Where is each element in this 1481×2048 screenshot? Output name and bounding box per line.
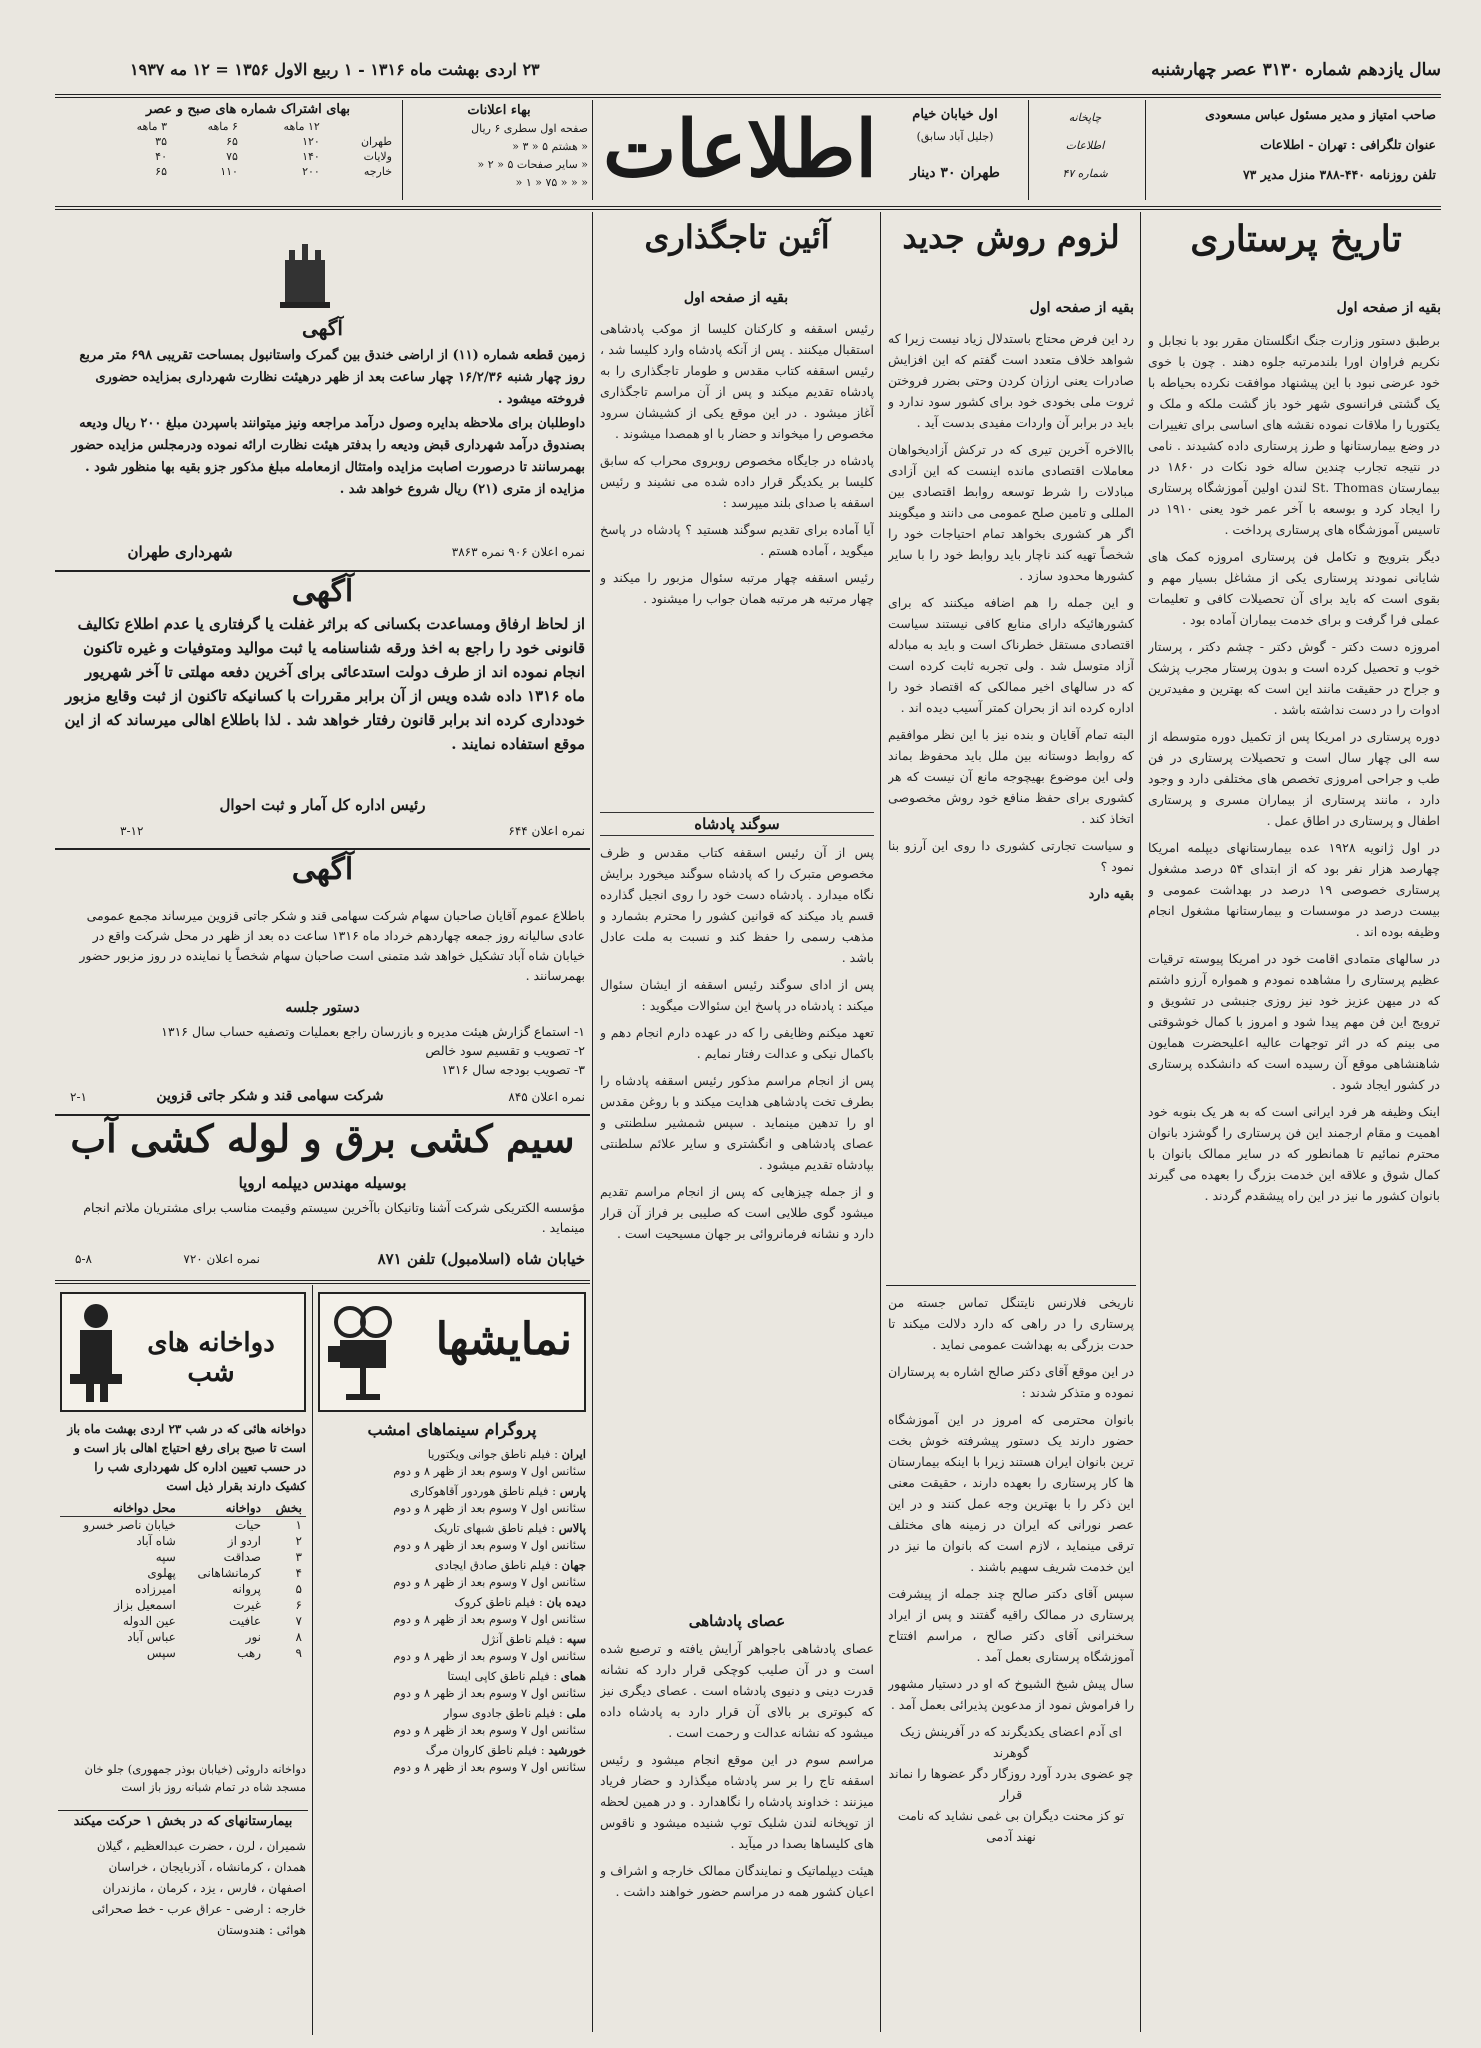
table-row: ۲ اردو از شاه آباد bbox=[136, 1534, 302, 1548]
col3-subhead: بقیه از صفحه اول bbox=[683, 290, 789, 306]
cinema-item: جهان : فیلم ناطق صادق ایجادی سئانس اول ۷ وسوم بعد از ظهر ۸ و دوم bbox=[393, 1558, 586, 1589]
masthead-rule bbox=[55, 206, 1441, 210]
ad3-title: آگهی bbox=[291, 852, 354, 887]
cinema-item: ایران : فیلم ناطق جوانی ویکتوریا سئانس اول ۷ وسوم بعد از ظهر ۸ و دوم bbox=[393, 1447, 586, 1478]
ad1-body: زمین قطعه شماره (۱۱) از اراضی خندق بین گمرک واستانبول بمساحت تقریبی ۶۹۸ متر مربع روز چهار شنبه ۱۶/۲/۳۶ چهار ساعت بعد از ظهر درهیئت نظارت شهرداری بمزایده حضوری فروخته میشود . داوطلبان برای ملاحظه بدایره وصول درآمد مراجعه ونیز میتوانند باسپردن مبلغ ۲۰۰ ریال ودیعه بصندوق درآمد شهرداری قبض ودیعه را بدفتر هیئت نظارت ارائه نموده ودرمجلس مزایده حضور بهمرسانند تا درصورت اصابت مزایده وامتثال ازمعامله مبلغ مذکور جزو بقیه بها منظور شود . مزایده از متری (۲۱) ریال شروع خواهد شد . bbox=[71, 348, 585, 497]
municipality-emblem bbox=[275, 240, 335, 310]
subscription-rates: بهای اشتراک شماره های صبح و عصر ۱۲ ماهه ۶ ماهه ۳ ماهه طهران ۱۲۰ ۶۵ ۳۵ ولایات ۱۴۰ ۷۵ ۴۰ خارجه ۲۰۰ ۱۱۰ ۶۵ bbox=[100, 102, 396, 179]
table-row: ۵ پروانه امیرزاده bbox=[135, 1582, 302, 1596]
table-row: ۷ عافیت عین الدوله bbox=[122, 1614, 302, 1628]
pharmacy-note: دواخانه داروئی (خیابان بوذر جمهوری) جلو خان مسجد شاه در تمام شبانه روز باز است bbox=[84, 1762, 306, 1794]
cinema-list bbox=[318, 1446, 586, 1779]
table-row: ۴ کرمانشاهانی پهلوی bbox=[147, 1566, 302, 1580]
ad1-title: آگهی bbox=[302, 316, 343, 340]
pharmacy-table: بخش دواخانه محل دواخانه ۱ حیات خیابان ناصر خسرو ۲ اردو از شاه آباد ۳ صداقت سپه ۴ کرمانشاهانی پهلوی ۵ پروانه امیرزاده ۶ غیرت اسمعیل بزاز ۷ عافیت عین الدوله ۸ نور عباس آباد ۹ رهب سپس bbox=[60, 1500, 306, 1661]
ads-rates: بهاء اعلانات صفحه اول سطری ۶ ریال « هشتم ۵ « ۳ « « سایر صفحات ۵ « ۲ « « « « ۷۵ « ۱ « bbox=[467, 103, 588, 189]
col1-subhead: بقیه از صفحه اول bbox=[1336, 300, 1441, 316]
cinema-item: پارس : فیلم ناطق هوردور آقاهوکاری سئانس اول ۷ وسوم بعد از ظهر ۸ و دوم bbox=[393, 1484, 586, 1515]
cinema-item: سپه : فیلم ناطق آنژل سئانس اول ۷ وسوم بعد از ظهر ۸ و دوم bbox=[393, 1632, 586, 1663]
ad3-number-left: ۲-۱ bbox=[70, 1090, 87, 1104]
ad4-title: سیم کشی برق و لوله کشی آب bbox=[70, 1116, 575, 1161]
ad3-number: نمره اعلان ۸۴۵ bbox=[508, 1090, 585, 1104]
ambulance-list: شمیران ، لرن ، حضرت عبدالعظیم ، گیلان همدان ، کرمانشاه ، آذربایجان ، خراسان اصفهان ، فارس ، یزد ، کرمان ، مازندران خارجه : ارضی - عراق عرب - خط صحرائی هوائی : هندوستان bbox=[91, 1839, 306, 1937]
projector-icon bbox=[328, 1302, 398, 1402]
ad4-number-left: ۵-۸ bbox=[75, 1252, 92, 1266]
cinema-item: خورشید : فیلم ناطق کاروان مرگ سئانس اول ۷ وسوم بعد از ظهر ۸ و دوم bbox=[393, 1743, 586, 1774]
print-stamp: چاپخانه اطلاعات شماره ۴۷ bbox=[1062, 111, 1108, 180]
col3-body-2: پس از آن رئیس اسقفه کتاب مقدس و ظرف مخصوص متبرک را که پادشاه سوگند میخورد برایش نگاه میدارد . پادشاه دست خود را روی انجیل گذارده قسم یاد میکند که قوانین کشور را محترم بشمارد و مذهب رسمی را حفظ کند و نسبت به ملت عادل باشد . پس از ادای سوگند رئیس اسقفه از ایشان سئوال میکند : پادشاه در پاسخ این سئوالات میگوید : تعهد میکنم وظایفی را که در عهده دارم انجام دهم و باکمال نیکی و عدالت رفتار نمایم . پس از انجام مراسم مذکور رئیس اسقفه پادشاه را بطرف تخت پادشاهی هدایت میکند و با روغن مقدس او را تدهین مینماید . سپس شمشیر سلطنتی و عصای پادشاهی و انگشتری و سایر علائم سلطنتی بپادشاه تقدیم میشود . و از جمله چیزهایی که پس از انجام مراسم تقدیم میشود گوی طلایی است که صلیبی بر فراز آن قرار دارد و نشانه فرمانروائی بر جهان مسیحیت است . bbox=[600, 845, 874, 1241]
cinema-item: همای : فیلم ناطق کاپی ایستا سئانس اول ۷ وسوم بعد از ظهر ۸ و دوم bbox=[393, 1669, 586, 1700]
ad2-number: نمره اعلان ۶۴۴ bbox=[508, 824, 585, 838]
ad4-sub: بوسیله مهندس دیپلمه اروپا bbox=[238, 1174, 407, 1192]
table-row: ۱ حیات خیابان ناصر خسرو bbox=[83, 1518, 302, 1532]
table-row: ۸ نور عباس آباد bbox=[127, 1630, 302, 1644]
top-strip-right: سال یازدهم شماره ۳۱۳۰ عصر چهارشنبه bbox=[1151, 60, 1441, 80]
col1-headline: تاریخ پرستاری bbox=[1190, 218, 1402, 260]
masthead-publisher: صاحب امتیاز و مدیر مسئول عباس مسعودی عنوان تلگرافی : تهران - اطلاعات تلفن روزنامه ۴۴۰-۳۸۸ منزل مدیر ۷۳ bbox=[1205, 107, 1436, 182]
masthead-address: اول خیابان خیام (جلیل آباد سابق) طهران ۳۰ دینار bbox=[910, 107, 1000, 181]
ad3-sign: شرکت سهامی قند و شکر جاتی قزوین bbox=[156, 1088, 384, 1104]
cinema-item: ملی : فیلم ناطق جادوی سوار سئانس اول ۷ وسوم بعد از ظهر ۸ و دوم bbox=[393, 1706, 586, 1737]
col3-headline: آئین تاجگذاری bbox=[644, 218, 830, 256]
pharmacy-intro: دواخانه هائی که در شب ۲۳ اردی بهشت ماه باز است تا صبح برای رفع احتیاج اهالی باز است و در حسب تعیین اداره کل شهرداری شب را کشیک دارند بقرار ذیل است bbox=[67, 1422, 306, 1493]
col1-body: برطبق دستور وزارت جنگ انگلستان مقرر بود با نجابل و نکریم فراوان اورا بلندمرتبه جلوه دهند . چون با خوی خود عرضی نبود با این پیشنهاد موافقت نکرده بحیاطه با یک گشتی فرانسوی شهر خود باز گشت ملکه و ملک و یکتوریا را ملاقات نموده نقشه های اساسی برای تغییرات در وضع بیمارستانها و طرز پرستاری داده کشیدند . نامی در نتیجه تجارب چندین ساله خود نکات در ۱۸۶۰ در بیمارستان St. Thomas لندن اولین آموزشگاه پرستاری را ایجاد کرد و بوسعه با آخر عمر خود یعنی ۱۹۱۰ در تاسیس آموزشگاه های پرستاری پرداخت . دیگر بترویج و تکامل فن پرستاری امروزه کمک های شایانی نمودند پرستاری یکی از مشاغل بسیار مهم و بقوی است که باید برای آن تحصیلات کافی و تعلیمات عملی فرا گرفت و برای خدمت بیماران آماده بود . امروزه دست دکتر - گوش دکتر - چشم دکتر ، پرستار خوب و تحصیل کرده است و بدون پرستار مجرب پزشک و جراح در حقیقت مانند این است که بهترین و مفیدترین ادوات را در دست نداشته باشد . دوره پرستاری در امریکا پس از تکمیل دوره متوسطه از سه الی چهار سال است و تحصیلات پرستاری در فن طب و جراحی امروزی تخصص های مختلفی دارد و وجود دارد ، مانند پرستاری از بیماران مسری و پرستاری اطفال و پرستاری در اطاق عمل . در اول ژانویه ۱۹۲۸ عده بیمارستانهای دیپلمه امریکا چهارصد هزار نفر بود که از ابتدای ۵۴ درصد مشغول پرستاری خصوصی ۱۹ درصد در بهداشت عمومی و بیست درصد در موسسات و بیمارستانها مشغول انجام وظیفه بوده اند . در سالهای متمادی اقامت خود در امریکا پیوسته ترقیات عظیم پرستاری را مشاهده نمودم و همواره آرزو داشتم که در میهن عزیز خود نیز روزی جنبشی در تشویق و ترویج این فن مهم پیدا شود و امروز با کمال خوشوقتی می بینم که در اثر توجهات عالیه اعلیحضرت همایون شاهنشاهی موقع آن رسیده است که دانشکده پرستاری در کشور ایجاد شود . اینک وظیفه هر فرد ایرانی است که به هر یک بنوبه خود اهمیت و مقام ارجمند این فن پرستاری را گوشزد بانوان محترم نمائیم تا همانطور که در سایر ممالک بانوان با کمال شوق و علاقه این خدمت بزرگ را بعهده می گیرند بانوان کشور ما نیز در این راه پیشقدم گردند . bbox=[1148, 333, 1440, 1203]
col2-headline: لزوم روش جدید bbox=[902, 218, 1120, 256]
ad2-title: آگهی bbox=[291, 574, 354, 609]
emblem-icon bbox=[275, 240, 335, 310]
ad4-number: نمره اعلان ۷۲۰ bbox=[183, 1252, 260, 1266]
col3-body: رئیس اسقفه و کارکنان کلیسا از موکب پادشاهی استقبال میکنند . پس از آنکه پادشاه وارد کلیسا شد ، رئیس اسقفه کتاب مقدس و طومار تاجگذاری را به پادشاه تقدیم میکند و پس از آن مراسم تاجگذاری آغاز میشود . در این موقع یکی از کشیشان سرود مخصوص را میخواند و حضار با او همصدا میشوند . پادشاه در جایگاه مخصوص روبروی محراب که سابق کلیسا بر یکدیگر قرار داده شده می نشیند و رئیس اسقفه با صدای بلند میپرسد : آیا آماده برای تقدیم سوگند هستید ؟ پادشاه در پاسخ میگوید ، آماده هستم . رئیس اسقفه چهار مرتبه سئوال مزبور را میکند و چهار مرتبه هر مرتبه همان جواب را میشنود . bbox=[600, 321, 874, 606]
pharmacy-logo: دواخانه های شب bbox=[60, 1292, 306, 1412]
cinema-item: پالاس : فیلم ناطق شبهای تاریک سئانس اول ۷ وسوم بعد از ظهر ۸ و دوم bbox=[393, 1521, 586, 1552]
col3-body-3: عصای پادشاهی باجواهر آرایش یافته و ترصیع شده است و در آن صلیب کوچکی قرار دارد که نشانه قدرت دینی و دنیوی پادشاه است . عصای دیگری نیز که کبوتری بر بالای آن قرار دارد به پادشاه داده میشود که نشانه عدالت و رحمت است . مراسم سوم در این موقع انجام میشود و رئیس اسقفه تاج را بر سر پادشاه میگذارد و حضار فریاد میزنند : خداوند پادشاه را نگاهدارد . و در همین لحظه از توپخانه لندن شلیک توپ شنیده میشود و ناقوس های کلیساها بصدا در میآید . هیئت دیپلماتیک و نمایندگان ممالک خارجه و اشراف و اعیان کشور همه در مراسم حضور خواهند داشت . bbox=[600, 1641, 874, 1899]
table-row: ۶ غیرت اسمعیل بزاز bbox=[114, 1598, 302, 1612]
table-row: ۳ صداقت سپه bbox=[155, 1550, 302, 1564]
ad4-address: خیابان شاه (اسلامبول) تلفن ۸۷۱ bbox=[377, 1250, 585, 1268]
col3-sub2: سوگند پادشاه bbox=[600, 812, 874, 836]
top-strip-left: ۲۳ اردی بهشت ماه ۱۳۱۶ - ۱ ربیع الاول ۱۳۵۶ = ۱۲ مه ۱۹۳۷ bbox=[130, 60, 540, 79]
col2-subhead: بقیه از صفحه اول bbox=[1029, 300, 1134, 316]
masthead-title: اطلاعات bbox=[602, 104, 878, 195]
ambulance-title: بیمارستانهای که در بخش ۱ حرکت میکند bbox=[73, 1814, 293, 1829]
ad3-body: باطلاع عموم آقایان صاحبان سهام شرکت سهامی قند و شکر جاتی قزوین میرساند مجمع عمومی عادی سالیانه روز جمعه چهاردهم خرداد ماه ۱۳۱۶ ساعت ده بعد از ظهر در محل شرکت واقع در خیابان شاه آباد تشکیل خواهد شد متمنی است صاحبان سهام شخصاً یا نماینده در روز مزبور حضور بهمرسانند . bbox=[79, 908, 585, 983]
ad4-body: مؤسسه الکتریکی شرکت آشنا وتانیکان باآخرین سیستم وقیمت مناسب برای مشتریان ملاتم انجام مینماید . bbox=[83, 1200, 585, 1235]
subscription-table: ۱۲ ماهه ۶ ماهه ۳ ماهه طهران ۱۲۰ ۶۵ ۳۵ ولایات ۱۴۰ ۷۵ ۴۰ خارجه ۲۰۰ ۱۱۰ ۶۵ bbox=[136, 120, 392, 178]
ad2-sign: رئیس اداره کل آمار و ثبت احوال bbox=[219, 796, 426, 814]
col2-body: رد این فرض محتاج باستدلال زیاد نیست زیرا که شواهد خلاف متعدد است گفتم که این افزایش صادرات یعنی ارزان کردن وحتی بضرر فروختن ثروت ملی بخودی خود برای کشور سود ندارد و باید در برابر آن واردات مفیدی بدست آید . باالاخره آخرین تیری که در ترکش آزادیخواهان معاملات اقتصادی مانده اینست که این آزادی مبادلات را شرط توسعه روابط اقتصادی بین المللی و تامین صلح عمومی می دانند و میگویند اگر هر کشوری بخواهد تمام احتیاجات خود را شخصاً تهیه کند ناچار باید روابط خود را با سایر کشورها محدود سازد . و این جمله را هم اضافه میکنند که برای کشورهائیکه دارای منابع کافی نیستند سیاست اقتصادی مستقل خطرناک است و باید به مبادله آزاد متوسل شد . ولی تجربه ثابت کرده است که در سالهای اخیر ممالکی که اقتصاد خود را اداره کرده اند از بحران کمتر آسیب دیده اند . البته تمام آقایان و بنده نیز با این نظر موافقیم که روابط دوستانه بین ملل باید محفوظ بماند ولی این موضوع بهیچوجه مانع آن نیست که هر کشوری برای حفظ منافع خود روش مخصوصی اتخاذ کند . و سیاست تجارتی کشوری دا روی این آرزو بنا نمود ؟ بقیه دارد bbox=[888, 331, 1134, 901]
pharmacist-icon bbox=[66, 1300, 126, 1404]
col2-body-2: ناریخی فلارنس نایتنگل تماس جسته من پرستاری را در راهی که دارد دلالت میکند تا حدت بزرگی به بهداشت عمومی نماید . در این موقع آقای دکتر صالح اشاره به پرستاران نموده و متذکر شدند : بانوان محترمی که امروز در این آموزشگاه حضور دارند یک دستور پیشرفته خوش بخت ترین بانوان ایران هستند زیرا با اینکه بیمارستان ها کار پرستاری را بعهده دارند ، حقیقت معنی این ذکر را با بهترین وجه عمل کنند و در این عصر نورانی که ایران در زمینه های مختلف ترقی مینماید ، لازم است که بانوان ما نیز در این خدمت شریف سهیم باشند . سپس آقای دکتر صالح چند جمله از پیشرفت پرستاری در ممالک راقیه گفتند و پس از ایراد سخنرانی آقای دکتر صالح ، مراسم افتتاح آموزشگاه پرستاری بعمل آمد . سال پیش شیخ الشیوخ که او در دستیار مشهور را فراموش نمود از مدعوین پذیرائی بعمل آمد . ای آدم اعضای یکدیگرند که در آفرینش زیک گوهرند چو عضوی بدرد آورد روزگار دگر عضوها را نماند قرار تو کز محنت دیگران بی غمی نشاید که نامت نهند آدمی bbox=[888, 1295, 1134, 1844]
cinema-item: دیده بان : فیلم ناطق کروک سئانس اول ۷ وسوم بعد از ظهر ۸ و دوم bbox=[393, 1595, 586, 1626]
ad2-number-left: ۳-۱۲ bbox=[120, 824, 144, 838]
ad3-agenda: ۱- استماع گزارش هیئت مدیره و بازرسان راجع بعملیات وتصفیه حساب سال ۱۳۱۶ ۲- تصویب و تقسیم سود خالص ۳- تصویب بودجه سال ۱۳۱۶ bbox=[161, 1024, 585, 1077]
col3-sub3: عصای پادشاهی bbox=[688, 1612, 786, 1630]
ad1-sign: شهرداری طهران bbox=[127, 543, 233, 561]
ad1-number: نمره اعلان ۹۰۶ نمره ۳۸۶۳ bbox=[451, 545, 585, 559]
cinema-title: پروگرام سینماهای امشب bbox=[367, 1420, 537, 1439]
ad3-agenda-title: دستور جلسه bbox=[285, 1000, 360, 1016]
table-row: ۹ رهب سپس bbox=[146, 1646, 302, 1660]
cinema-logo: نمایشها bbox=[318, 1292, 586, 1412]
ad2-body: از لحاظ ارفاق ومساعدت بکسانی که براثر غفلت یا گرفتاری یا عدم اطلاع تکالیف قانونی خود را راجع به اخذ ورقه شناسنامه یا ثبت موالید ومتوفیات و غیره تاکنون انجام نموده اند از طرف دولت استدعائی برای آخرین دفعه مهلتی تا آخر شهریور ماه ۱۳۱۶ داده شده ویس از آن برابر مقررات با کسانیکه تاکنون از ثبت وقایع مزبور خودداری کرده اند برابر قانون رفتار خواهد شد . لذا باطلاع اهالی میرساند که از این موقع استفاده نمایند . bbox=[64, 615, 585, 753]
